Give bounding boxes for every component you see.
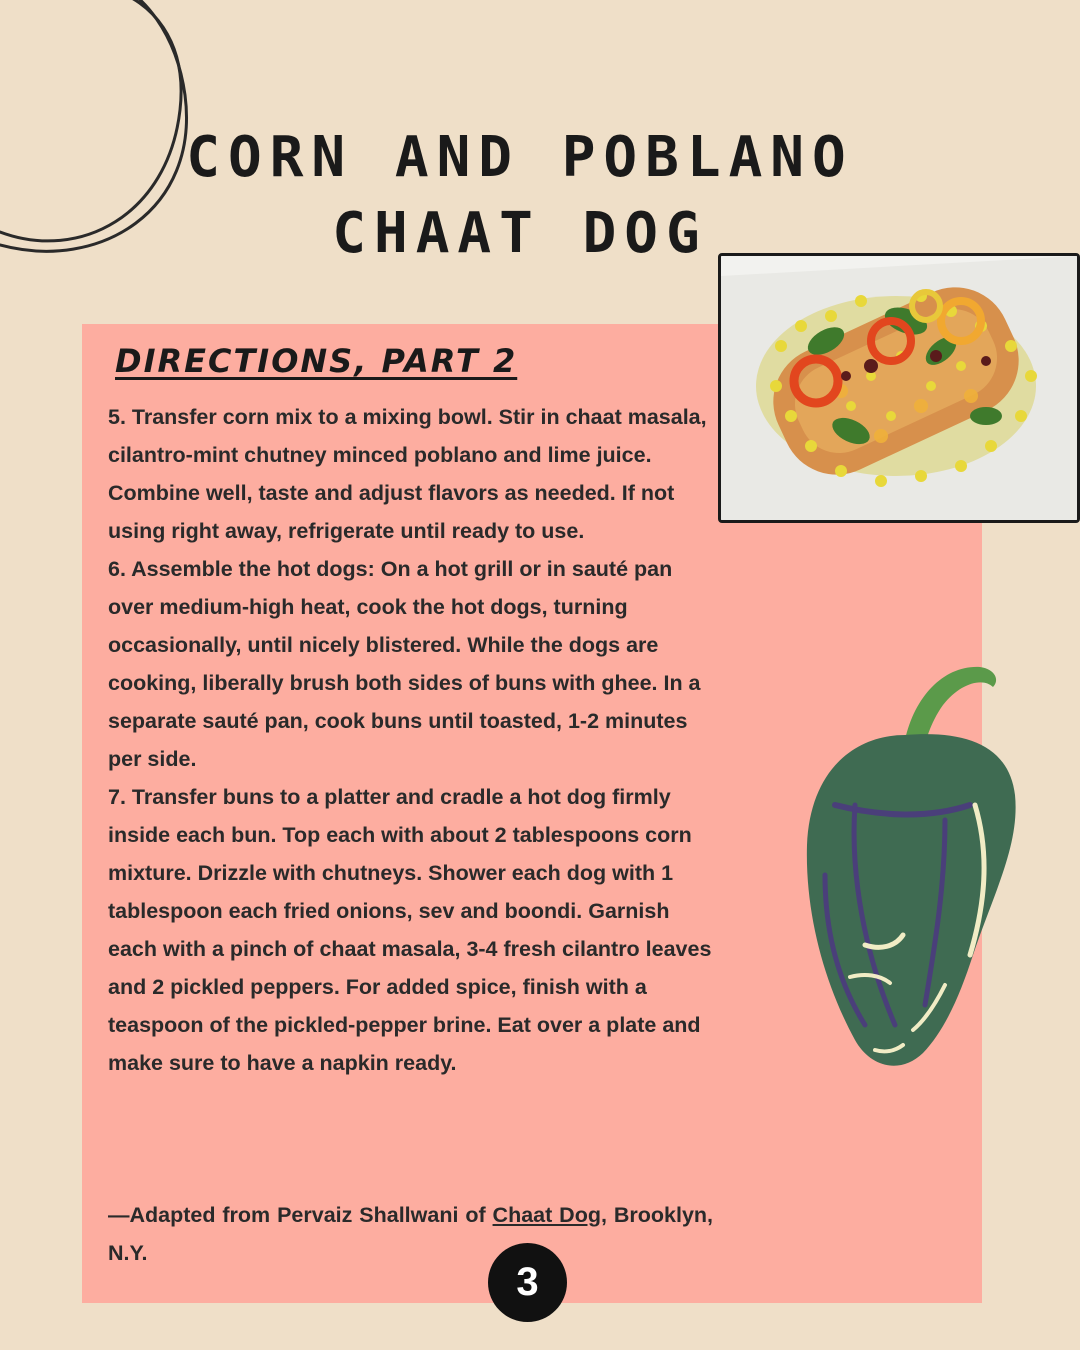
page-number-badge: 3 xyxy=(488,1243,567,1322)
recipe-credit xyxy=(108,1196,713,1272)
section-heading: DIRECTIONS, PART 2 xyxy=(115,342,518,380)
credit-prefix: —Adapted from Pervaiz Shallwani of xyxy=(108,1203,493,1227)
hot-dog-illustration-icon xyxy=(721,256,1077,520)
title-line-2: CHAAT DOG xyxy=(332,201,708,266)
title-line-1: CORN AND POBLANO xyxy=(186,125,854,190)
chaat-dog-photo xyxy=(718,253,1080,523)
page-title xyxy=(150,120,890,272)
poblano-pepper-icon xyxy=(795,655,1025,1085)
credit-suffix: , Brooklyn, N.Y. xyxy=(108,1203,714,1265)
step-7: 7. Transfer buns to a platter and cradle a hot dog firmly inside each bun. Top each with about 2 tablespoons corn mixture. Drizzle with chutneys. Shower each dog with 1 tablespoon each fried onions, sev and boondi. Garnish each with a pinch of chaat masala, 3-4 fresh cilantro leaves and 2 pickled peppers. For added spice, finish with a teaspoon of the pickled-pepper brine. Eat over a plate and make sure to have a napkin ready. xyxy=(108,785,712,1075)
chaat-dog-link[interactable]: Chaat Dog xyxy=(492,1203,601,1227)
step-5: 5. Transfer corn mix to a mixing bowl. Stir in chaat masala, cilantro-mint chutney minced poblano and lime juice. Combine well, taste and adjust flavors as needed. If not using right away, refrigerate until ready to use. xyxy=(108,405,707,543)
directions-text xyxy=(108,398,713,1082)
step-6: 6. Assemble the hot dogs: On a hot grill or in sauté pan over medium-high heat, cook the hot dogs, turning occasionally, until nicely blistered. While the dogs are cooking, liberally brush both sides of buns with ghee. In a separate sauté pan, cook buns until toasted, 1-2 minutes per side. xyxy=(108,557,701,771)
